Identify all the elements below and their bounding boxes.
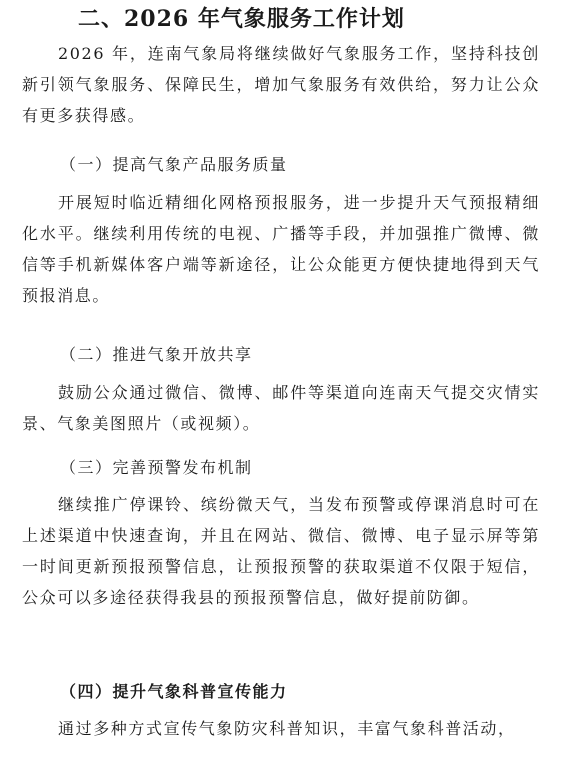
section-paragraph-3: 继续推广停课铃、缤纷微天气，当发布预警或停课消息时可在上述渠道中快速查询，并且在网站、微信、微博、电子显示屏等第一时间更新预报预警信息，让预报预警的获取渠道不仅限于短信，公众可以多途径获得我县的预报预警信息，做好提前防御。 [22, 495, 540, 607]
section-paragraph-4: 通过多种方式宣传气象防灾科普知识，丰富气象科普活动， [58, 719, 516, 738]
intro-paragraph: 2026 年，连南气象局将继续做好气象服务工作，坚持科技创新引领气象服务、保障民生，增加气象服务有效供给，努力让公众有更多获得感。 [22, 44, 540, 125]
section-paragraph-2: 鼓励公众通过微信、微博、邮件等渠道向连南天气提交灾情实景、气象美图照片（或视频）。 [22, 383, 540, 433]
section-heading-1: （一）提高气象产品服务质量 [60, 155, 288, 174]
section-heading-4: （四）提升气象科普宣传能力 [60, 682, 288, 701]
page-title: 二、2026 年气象服务工作计划 [78, 6, 405, 32]
section-heading-2: （二）推进气象开放共享 [60, 345, 253, 364]
section-heading-3: （三）完善预警发布机制 [60, 458, 253, 477]
section-paragraph-1: 开展短时临近精细化网格预报服务，进一步提升天气预报精细化水平。继续利用传统的电视、广播等手段，并加强推广微博、微信等手机新媒体客户端等新途径，让公众能更方便快捷地得到天气预报消息。 [22, 193, 540, 305]
